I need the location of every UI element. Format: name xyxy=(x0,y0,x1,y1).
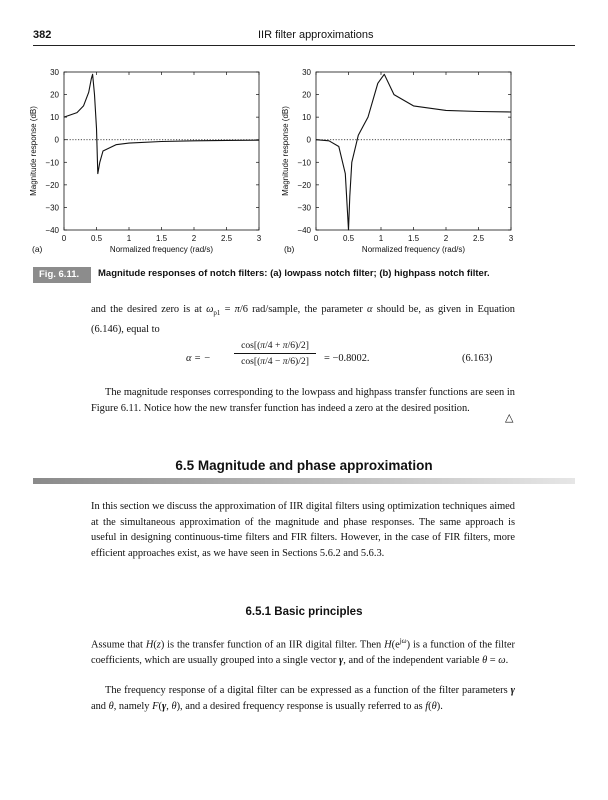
x-tick-label: 3 xyxy=(508,234,514,243)
panel-tag: (b) xyxy=(284,244,295,254)
plot-frame xyxy=(64,72,259,230)
x-tick-label: 2.5 xyxy=(472,234,485,243)
y-tick-label: −40 xyxy=(45,226,59,235)
x-tick-label: 0 xyxy=(313,234,319,243)
section-rule xyxy=(33,478,575,484)
x-tick-label: 0.5 xyxy=(90,234,103,243)
y-axis-label: Magnitude response (dB) xyxy=(29,106,38,196)
plot-frame xyxy=(316,72,511,230)
y-tick-label: 30 xyxy=(302,68,311,77)
x-tick-label: 2 xyxy=(443,234,449,243)
x-axis-label: Normalized frequency (rad/s) xyxy=(361,245,466,254)
figure-label: Fig. 6.11. xyxy=(33,267,91,283)
subsection-title: 6.5.1 Basic principles xyxy=(245,606,363,618)
y-tick-label: −30 xyxy=(297,203,311,213)
paragraph-3: In this section we discuss the approximation of IIR digital filters using optimization techniques aimed at the simultaneous approximation of the magnitude and phase responses. The same approach is useful in designing continuous-time filters and FIR filters. However, in the case of FIR filters, more efficient approaches exist, as we have seen in Sections 5.6.2 and 5.6.3. xyxy=(91,501,515,559)
y-tick-label: 0 xyxy=(54,135,59,145)
y-tick-label: 10 xyxy=(50,113,59,123)
y-tick-label: 0 xyxy=(306,135,311,145)
y-tick-label: −30 xyxy=(45,203,59,213)
y-tick-label: −40 xyxy=(297,226,311,235)
equation-fraction: cos[(π/4 + π/6)/2] cos[(π/4 − π/6)/2] xyxy=(234,340,316,367)
x-tick-label: 2 xyxy=(191,234,197,243)
equation-6-163: α = − cos[(π/4 + π/6)/2] cos[(π/4 − π/6)/2] = −0.8002. (6.163) xyxy=(186,340,493,367)
paragraph-5: The frequency response of a digital filter can be expressed as a function of the filter parameters γ and θ, namely F(γ, θ), and a desired frequency response is usually referred to as f(θ). xyxy=(91,685,515,712)
x-tick-label: 0 xyxy=(61,234,67,243)
panel-b xyxy=(281,68,514,254)
y-axis-label: Magnitude response (dB) xyxy=(281,106,290,196)
page-number: 382 xyxy=(33,29,52,41)
paragraph-4: Assume that H(z) is the transfer function of an IIR digital filter. Then $H(e^{j\omega})$ is a function of the filter coefficients, which are usually grouped into a single vector γ, and of the independent variable θ = ω. xyxy=(91,637,516,666)
figure-6-11 xyxy=(22,60,602,260)
paragraph-1: and the desired zero is at $\omega_{p1} = \pi/6$ rad/sample, the parameter α should be, as given in Equation (6.146), equal to xyxy=(91,304,515,335)
equation-number: (6.163) xyxy=(462,353,493,364)
x-tick-label: 1.5 xyxy=(407,234,420,243)
header-rule xyxy=(33,45,575,46)
section-title: 6.5 Magnitude and phase approximation xyxy=(175,458,433,473)
y-tick-label: 30 xyxy=(50,68,59,77)
panel-a xyxy=(29,68,262,254)
magnitude-response-curve xyxy=(64,74,259,173)
magnitude-response-curve xyxy=(316,74,511,230)
x-tick-label: 3 xyxy=(256,234,262,243)
figure-caption: Magnitude responses of notch filters: (a) lowpass notch filter; (b) highpass notch filter. xyxy=(98,268,490,279)
panel-tag: (a) xyxy=(32,244,43,254)
paragraph-2: The magnitude responses corresponding to the lowpass and highpass transfer functions are seen in Figure 6.11. Notice how the new transfer function has indeed a zero at the desired position. xyxy=(91,387,515,414)
x-axis-label: Normalized frequency (rad/s) xyxy=(109,245,214,254)
y-tick-label: −20 xyxy=(45,180,59,190)
x-tick-label: 0.5 xyxy=(342,234,355,243)
x-tick-label: 1 xyxy=(126,234,132,243)
end-of-example-mark: △ xyxy=(505,412,514,424)
x-tick-label: 2.5 xyxy=(220,234,233,243)
equation-result: = −0.8002. xyxy=(324,353,370,364)
y-tick-label: −10 xyxy=(45,158,59,168)
y-tick-label: 10 xyxy=(302,113,311,123)
x-tick-label: 1.5 xyxy=(155,234,168,243)
x-tick-label: 1 xyxy=(378,234,384,243)
y-tick-label: −10 xyxy=(297,158,311,168)
running-title: IIR filter approximations xyxy=(258,29,374,41)
y-tick-label: −20 xyxy=(297,180,311,190)
y-tick-label: 20 xyxy=(302,90,311,100)
y-tick-label: 20 xyxy=(50,90,59,100)
